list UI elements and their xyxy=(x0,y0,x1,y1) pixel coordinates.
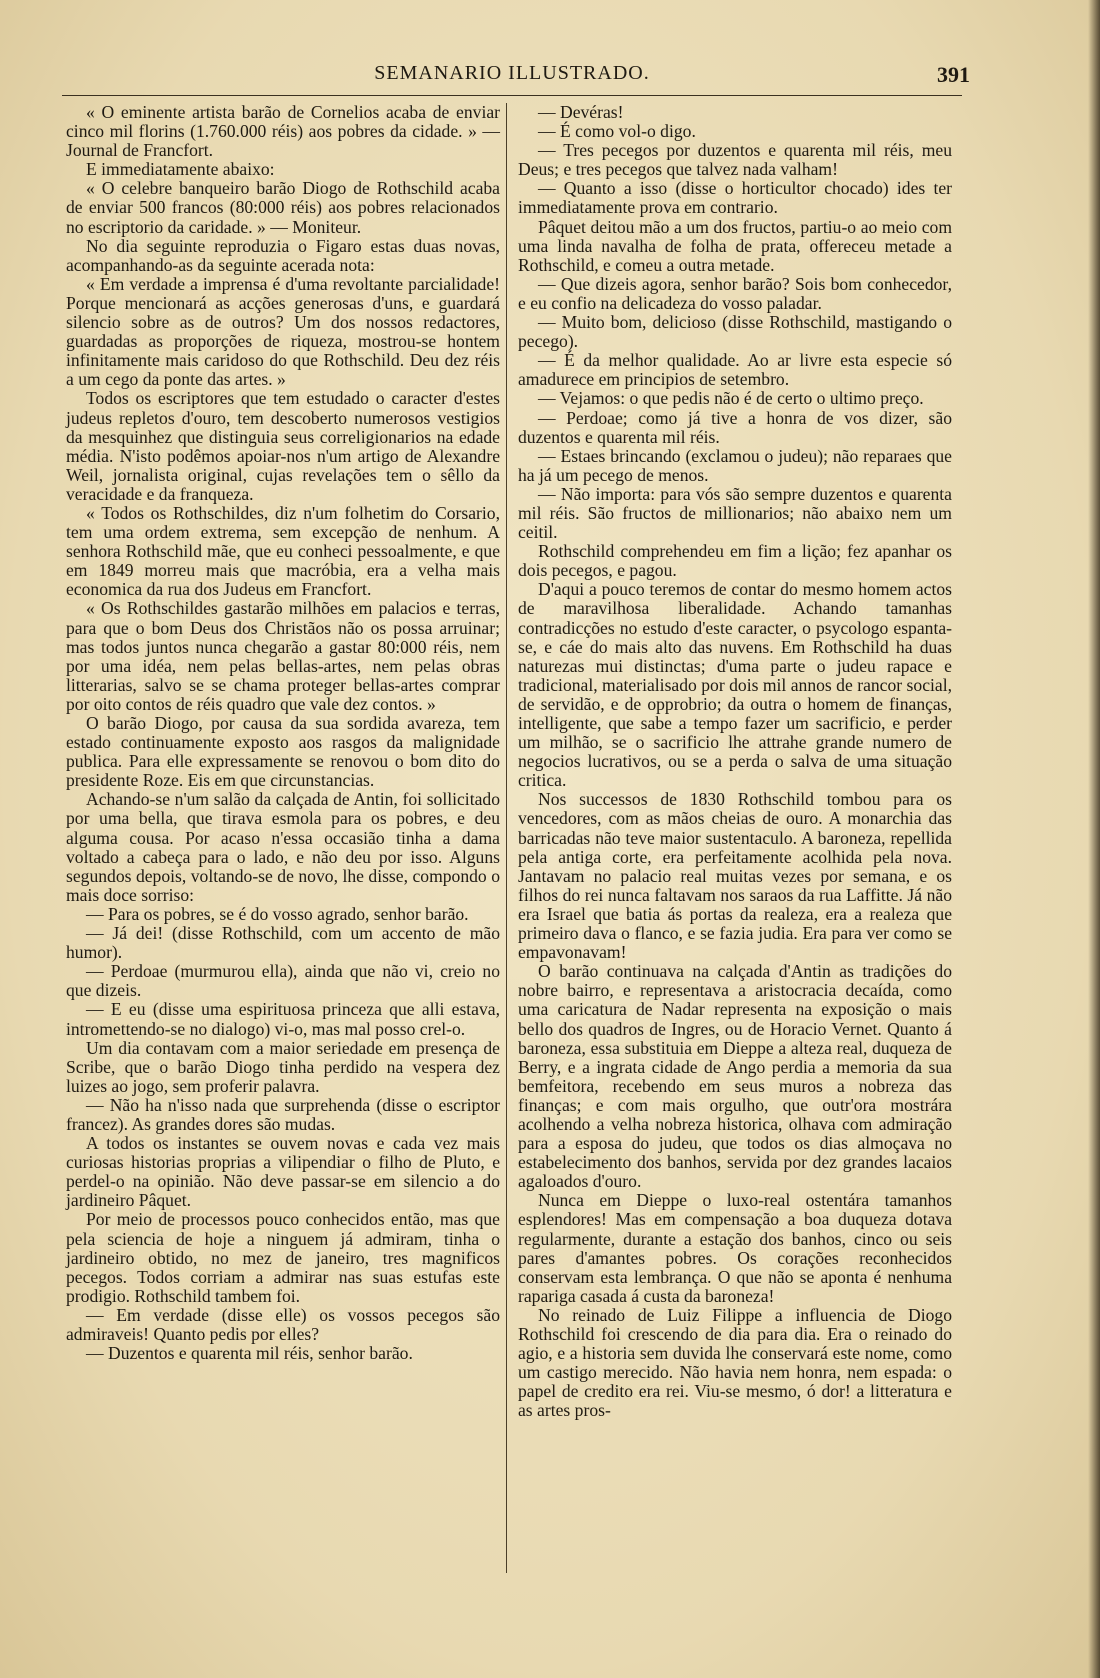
paragraph: « Em verdade a imprensa é d'uma revoltante parcialidade! Porque mencionará as acções generosas d'uns, e guardará silencio sobre as de outros? Um dos nossos redactores, guardadas as proporções de riqueza, mostrou-se hontem infinitamente mais caridoso do que Rothschild. Deu dez réis a um cego da ponte das artes. » xyxy=(66,273,500,390)
paragraph: — Não importa: para vós são sempre duzentos e quarenta mil réis. São fructos de millionarios; não abaixo nem um ceitil. xyxy=(518,483,952,543)
paragraph: No reinado de Luiz Filippe a influencia de Diogo Rothschild foi crescendo de dia para dia. Era o reinado do agio, e a historia sem duvida lhe conservará este nome, como um castigo merecido. Não havia nem honra, nem espada: o papel de credito era rei. Viu-se mesmo, ó dor! a litteratura e as artes pros- xyxy=(518,1304,952,1421)
left-column xyxy=(66,103,500,1363)
paragraph: O barão continuava na calçada d'Antin as tradições do nobre bairro, e representava a aristocracia decaída, como uma caricatura de Nadar representa na exposição o mais bello dos quadros de Ingres, ou de Horacio Vernet. Quanto á baroneza, essa substituia em Dieppe a alteza real, duqueza de Berry, e a ingrata cidade de Ango perdia a memoria da sua bemfeitora, recebendo em seus muros a nobreza das finanças; e com mais orgulho, que outr'ora mostrára acolhendo a velha nobreza historica, olhava com admiração para a esposa do judeu, que todos os dias almoçava no estabelecimento dos banhos, servida por dez grandes lacaios agaloados d'ouro. xyxy=(518,961,952,1192)
paragraph: « O celebre banqueiro barão Diogo de Rothschild acaba de enviar 500 francos (80:000 réis) aos pobres relacionados no escriptorio da caridade. » — Moniteur. xyxy=(66,178,500,237)
paragraph: — Duzentos e quarenta mil réis, senhor barão. xyxy=(86,1343,413,1364)
page-edge-shadow xyxy=(1088,0,1100,1678)
paragraph: — Muito bom, delicioso (disse Rothschild, mastigando o pecego). xyxy=(518,312,952,352)
paragraph: Nos successos de 1830 Rothschild tombou para os vencedores, com as mãos cheias de ouro. A monarchia das barricadas não teve maior sustentaculo. A baroneza, repellida pela antiga corte, era perfeitamente acolhida pela nova. Jantavam no palacio real muitas vezes por semana, e os filhos do rei nunca faltavam nos saraos da rua Laffitte. Já não era Israel que batia ás portas da realeza, era a realeza que primeiro dava o flanco, e se fazia judia. Era para ver como se empavonavam! xyxy=(518,789,952,963)
paragraph: No dia seguinte reproduzia o Figaro estas duas novas, acompanhando-as da seguinte acerada nota: xyxy=(66,235,500,275)
paragraph: Achando-se n'um salão da calçada de Antin, foi sollicitado por uma bella, que tirava esmola para os pobres, e deu alguma cousa. Por acaso n'essa occasião tinha a dama voltado a cabeça para o lado, e não deu por isso. Alguns segundos depois, voltando-se de novo, lhe disse, compondo o mais doce sorriso: xyxy=(66,789,500,905)
page-number: 391 xyxy=(937,62,970,87)
paragraph: — Quanto a isso (disse o horticultor chocado) ides ter immediatamente prova em contrario. xyxy=(518,178,952,218)
paragraph: — É como vol-o digo. xyxy=(538,121,696,142)
paragraph: A todos os instantes se ouvem novas e cada vez mais curiosas historias proprias a vilipendiar o filho de Pluto, e perdel-o na opinião. Não deve passar-se em silencio a do jardineiro Pâquet. xyxy=(66,1133,500,1211)
paragraph: — Devéras! xyxy=(538,102,624,122)
paragraph: — E eu (disse uma espirituosa princeza que alli estava, intromettendo-se no dialogo) vi-o, mas mal posso crel-o. xyxy=(66,999,500,1039)
paragraph: Um dia contavam com a maior seriedade em presença de Scribe, que o barão Diogo tinha perdido na vespera dez luizes ao jogo, sem proferir palavra. xyxy=(66,1037,500,1096)
paragraph: — Já dei! (disse Rothschild, com um accento de mão humor). xyxy=(66,923,500,963)
paragraph: Rothschild comprehendeu em fim a lição; fez apanhar os dois pecegos, e pagou. xyxy=(518,541,952,581)
paragraph: « O eminente artista barão de Cornelios acaba de enviar cinco mil florins (1.760.000 réis) aos pobres da cidade. » — Journal de Francfort. xyxy=(66,102,500,161)
paragraph: — Tres pecegos por duzentos e quarenta mil réis, meu Deus; e tres pecegos que talvez nada valham! xyxy=(518,140,952,180)
paragraph: Nunca em Dieppe o luxo-real ostentára tamanhos esplendores! Mas em compensação a boa duqueza dotava regularmente, durante a estação dos banhos, cinco ou seis pares d'amantes pobres. Os corações reconhecidos conservam esta lembrança. O que não se aponta é nenhuma rapariga casada á custa da baroneza! xyxy=(518,1190,952,1306)
paragraph: — Estaes brincando (exclamou o judeu); não reparaes que ha já um pecego de menos. xyxy=(518,445,952,485)
paragraph: — Em verdade (disse elle) os vossos pecegos são admiraveis! Quanto pedis por elles? xyxy=(66,1304,500,1344)
paragraph: — Para os pobres, se é do vosso agrado, senhor barão. xyxy=(86,903,469,924)
right-column xyxy=(518,103,952,1420)
paragraph: D'aqui a pouco teremos de contar do mesmo homem actos de maravilhosa liberalidade. Achando tamanhas contradicções no estudo d'este caracter, o psycologo espanta-se, e cáe do mais alto das nuvens. Em Rothschild ha duas naturezas mui distinctas; d'uma parte o judeu rapace e tradicional, materialisado por dois mil annos de rancor social, de servidão, e de opprobrio; da outra o homem de finanças, intelligente, que sabe a tempo fazer um sacrificio, e perder um milhão, se o sacrificio lhe attrahe grande numero de negocios lucrativos, ou se a perda o salva de uma situação critica. xyxy=(518,579,952,791)
paragraph: — Que dizeis agora, senhor barão? Sois bom conhecedor, e eu confio na delicadeza do vosso paladar. xyxy=(518,273,952,313)
paragraph: O barão Diogo, por causa da sua sordida avareza, tem estado continuamente exposto aos rasgos da malignidade publica. Para elle expressamente se renovou o bom dito do presidente Roze. Eis em que circunstancias. xyxy=(66,713,500,791)
paragraph: — Vejamos: o que pedis não é de certo o ultimo preço. xyxy=(538,388,924,409)
paragraph: « Todos os Rothschildes, diz n'um folhetim do Corsario, tem uma ordem extrema, sem excepção de nenhum. A senhora Rothschild mãe, que eu conheci pessoalmente, e que em 1849 morreu mais que macróbia, era a velha mais economica da rua dos Judeus em Francfort. xyxy=(66,502,500,600)
paragraph: — Perdoae (murmurou ella), ainda que não vi, creio no que dizeis. xyxy=(66,961,500,1001)
paragraph: E immediatamente abaixo: xyxy=(86,159,275,180)
paragraph: — É da melhor qualidade. Ao ar livre esta especie só amadurece em principios de setembro. xyxy=(518,350,952,390)
paragraph: — Não ha n'isso nada que surprehenda (disse o escriptor francez). As grandes dores são mudas. xyxy=(66,1094,500,1134)
page-header xyxy=(62,62,970,92)
running-head: SEMANARIO ILLUSTRADO. xyxy=(374,62,650,84)
header-rule xyxy=(62,95,962,96)
paragraph: Por meio de processos pouco conhecidos então, mas que pela sciencia de hoje a ninguem já admiram, tinha o jardineiro obtido, no mez de janeiro, tres magnificos pecegos. Todos corriam a admirar nas suas estufas este prodigio. Rothschild tambem foi. xyxy=(66,1209,500,1306)
column-divider xyxy=(506,103,507,1573)
paragraph: Pâquet deitou mão a um dos fructos, partiu-o ao meio com uma linda navalha de folha de prata, offereceu metade a Rothschild, e comeu a outra metade. xyxy=(518,216,952,275)
paragraph: « Os Rothschildes gastarão milhões em palacios e terras, para que o bom Deus dos Christãos não os possa arruinar; mas todos juntos nunca chegarão a gastar 80:000 réis, nem por uma idéa, nem pelas bellas-artes, nem pelas obras litterarias, salvo se se chama proteger bellas-artes comprar por oito contos de réis quadro que vale dez contos. » xyxy=(66,598,500,714)
paragraph: Todos os escriptores que tem estudado o caracter d'estes judeus repletos d'ouro, tem descoberto numerosos vestigios da mesquinhez que distinguia seus correligionarios na edade média. N'isto podêmos apoiar-nos n'um artigo de Alexandre Weil, jornalista original, cujas revelações tem o sêllo da veracidade e da franqueza. xyxy=(66,388,500,504)
paragraph: — Perdoae; como já tive a honra de vos dizer, são duzentos e quarenta mil réis. xyxy=(518,407,952,447)
